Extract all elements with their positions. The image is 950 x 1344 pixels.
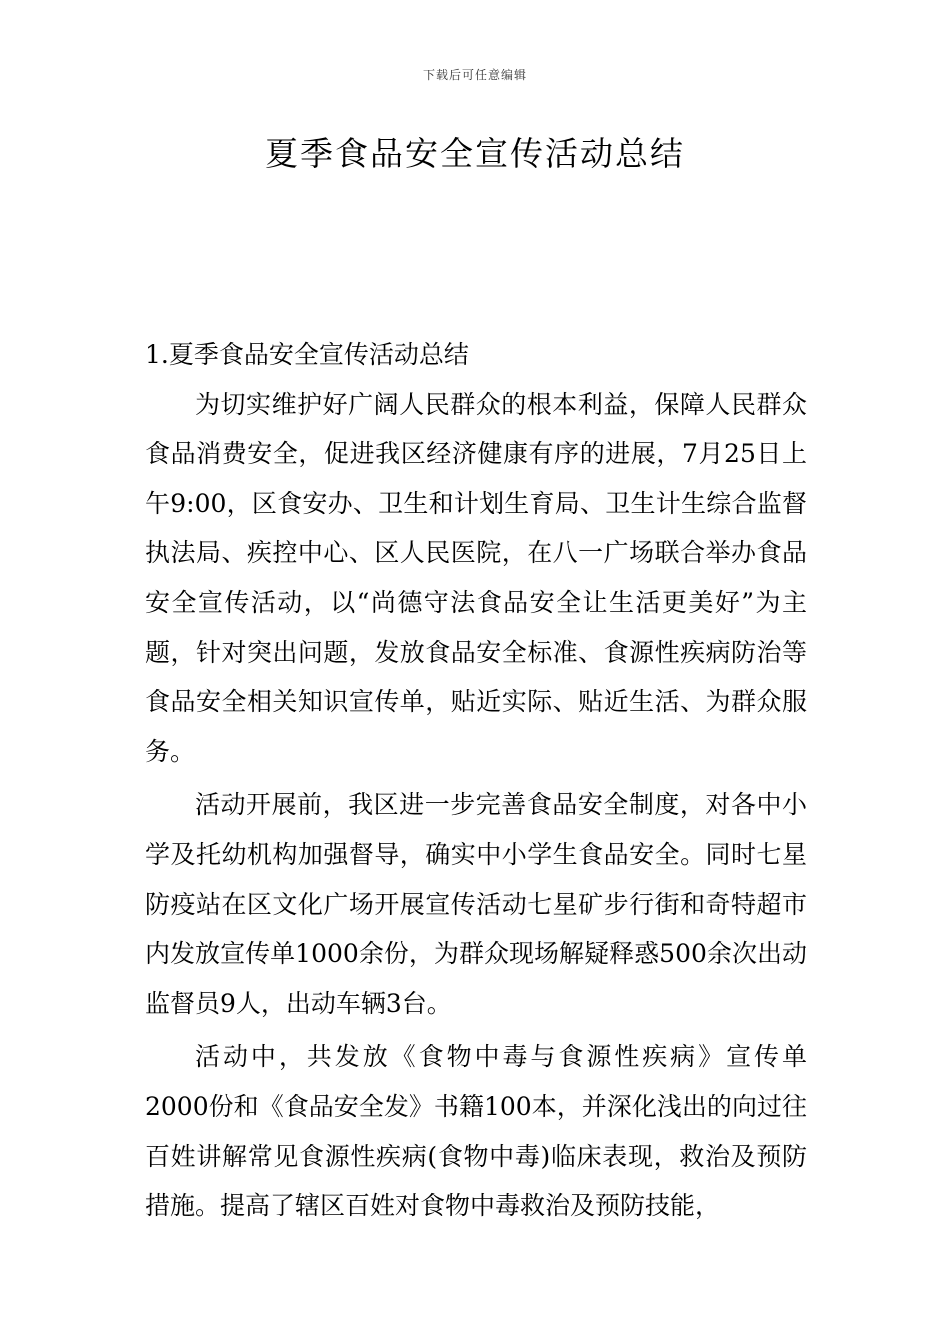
header-note: 下载后可任意编辑 [422,68,527,82]
paragraph-1: 为切实维护好广阔人民群众的根本利益，保障人民群众食品消费安全，促进我区经济健康有序的进展，7月25日上午9:00，区食安办、卫生和计划生育局、卫生计生综合监督执法局、疾控中心、区人民医院，在八一广场联合举办食品安全宣传活动，以“尚德守法食品安全让生活更美好”为主题，针对突出问题，发放食品安全标准、食源性疾病防治等食品安全相关知识宣传单，贴近实际、贴近生活、为群众服务。 [145,389,807,766]
document-title: 夏季食品安全宣传活动总结 [265,134,685,173]
document-body [145,330,807,1235]
paragraph-2: 活动开展前，我区进一步完善食品安全制度，对各中小学及托幼机构加强督导，确实中小学生食品安全。同时七星防疫站在区文化广场开展宣传活动七星矿步行街和奇特超市内发放宣传单1000余份，为群众现场解疑释惑500余次出动监督员9人，出动车辆3台。 [145,790,807,1018]
paragraph-3: 活动中，共发放《食物中毒与食源性疾病》宣传单2000份和《食品安全发》书籍100本，并深化浅出的向过往百姓讲解常见食源性疾病(食物中毒)临床表现，救治及预防措施。提高了辖区百姓对食物中毒救治及预防技能， [145,1042,807,1221]
section-heading: 1.夏季食品安全宣传活动总结 [145,340,469,369]
